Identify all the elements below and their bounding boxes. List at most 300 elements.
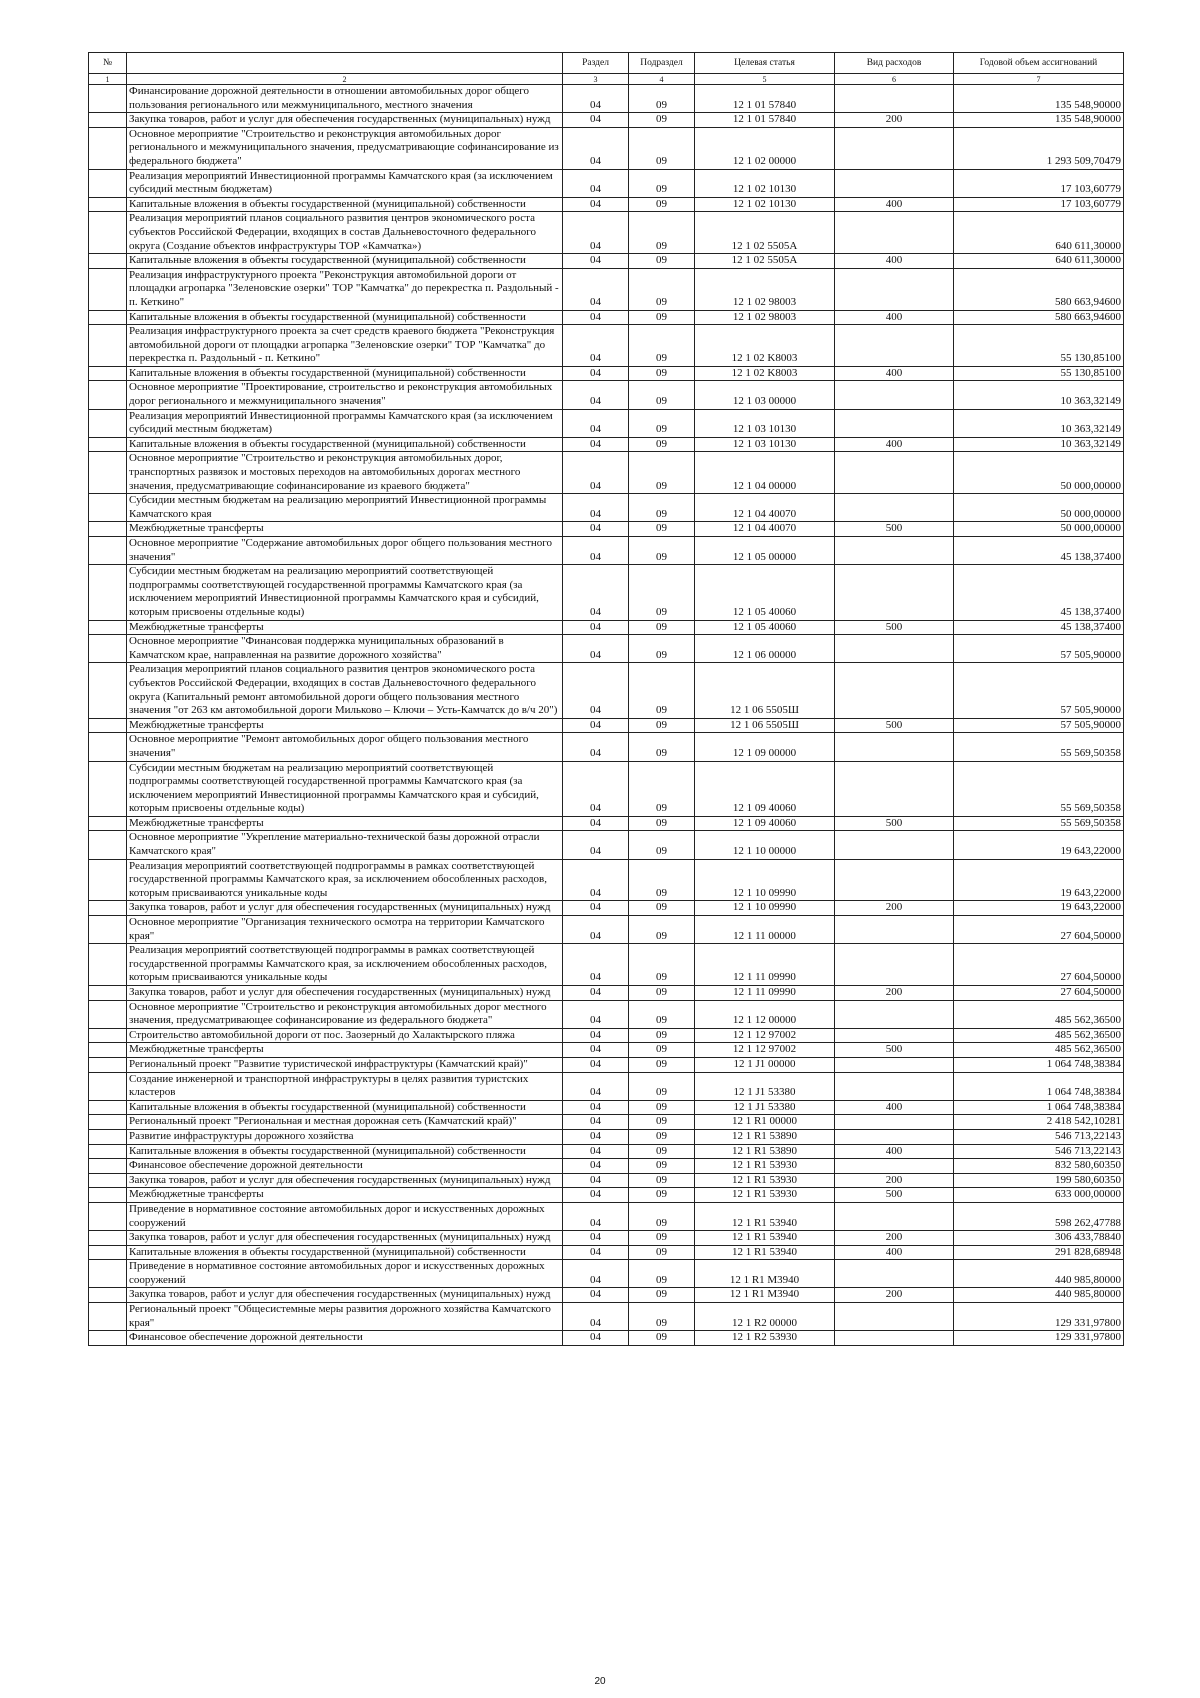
subsection-code-cell: 09 [629, 1331, 695, 1346]
table-row [89, 859, 1124, 901]
expense-type-cell: 400 [835, 1100, 954, 1115]
expense-type-cell: 400 [835, 197, 954, 212]
expense-type-cell [835, 1159, 954, 1174]
expense-type-cell: 200 [835, 901, 954, 916]
section-code-cell: 04 [563, 1115, 629, 1130]
expense-type-cell [835, 1115, 954, 1130]
target-article-cell: 12 1 02 10130 [695, 197, 835, 212]
annual-volume-cell: 199 580,60350 [954, 1173, 1124, 1188]
item-name-cell: Создание инженерной и транспортной инфраструктуры в целях развития туристских кластеров [127, 1072, 563, 1100]
table-row [89, 268, 1124, 310]
annual-volume-cell: 2 418 542,10281 [954, 1115, 1124, 1130]
target-article-cell: 12 1 R1 M3940 [695, 1260, 835, 1288]
table-row [89, 831, 1124, 859]
subsection-code-cell: 09 [629, 1144, 695, 1159]
annual-volume-cell: 27 604,50000 [954, 916, 1124, 944]
subsection-code-cell: 09 [629, 522, 695, 537]
budget-table [88, 52, 1124, 1346]
annual-volume-cell: 45 138,37400 [954, 565, 1124, 620]
annual-volume-cell: 129 331,97800 [954, 1303, 1124, 1331]
subsection-code-cell: 09 [629, 1028, 695, 1043]
item-name-cell: Региональный проект "Региональная и местная дорожная сеть (Камчатский край)" [127, 1115, 563, 1130]
section-code-cell: 04 [563, 452, 629, 494]
table-row [89, 437, 1124, 452]
target-article-cell: 12 1 04 00000 [695, 452, 835, 494]
table-row [89, 620, 1124, 635]
column-number: 6 [835, 74, 954, 85]
row-number-cell [89, 1000, 127, 1028]
table-row [89, 169, 1124, 197]
table-row [89, 537, 1124, 565]
target-article-cell: 12 1 02 5505А [695, 212, 835, 254]
row-number-cell [89, 366, 127, 381]
row-number-cell [89, 1057, 127, 1072]
table-row [89, 1129, 1124, 1144]
row-number-cell [89, 437, 127, 452]
target-article-cell: 12 1 06 00000 [695, 635, 835, 663]
section-code-cell: 04 [563, 1043, 629, 1058]
item-name-cell: Основное мероприятие "Строительство и реконструкция автомобильных дорог, транспортных развязок и мостовых переходов на автомобильных дорогах местного значения, предусматривающие софинансирование из краевого бюджета" [127, 452, 563, 494]
row-number-cell [89, 944, 127, 986]
subsection-code-cell: 09 [629, 831, 695, 859]
annual-volume-cell: 440 985,80000 [954, 1288, 1124, 1303]
subsection-code-cell: 09 [629, 1260, 695, 1288]
subsection-code-cell: 09 [629, 718, 695, 733]
expense-type-cell: 200 [835, 986, 954, 1001]
annual-volume-cell: 17 103,60779 [954, 197, 1124, 212]
section-code-cell: 04 [563, 635, 629, 663]
annual-volume-cell: 546 713,22143 [954, 1144, 1124, 1159]
item-name-cell: Капитальные вложения в объекты государственной (муниципальной) собственности [127, 1144, 563, 1159]
item-name-cell: Основное мероприятие "Содержание автомобильных дорог общего пользования местного значения" [127, 537, 563, 565]
table-row [89, 1000, 1124, 1028]
section-code-cell: 04 [563, 986, 629, 1001]
item-name-cell: Межбюджетные трансферты [127, 718, 563, 733]
expense-type-cell [835, 169, 954, 197]
row-number-cell [89, 718, 127, 733]
item-name-cell: Капитальные вложения в объекты государственной (муниципальной) собственности [127, 437, 563, 452]
annual-volume-cell: 832 580,60350 [954, 1159, 1124, 1174]
item-name-cell: Закупка товаров, работ и услуг для обеспечения государственных (муниципальных) нужд [127, 1173, 563, 1188]
row-number-cell [89, 816, 127, 831]
target-article-cell: 12 1 11 00000 [695, 916, 835, 944]
annual-volume-cell: 55 569,50358 [954, 761, 1124, 816]
expense-type-cell: 400 [835, 437, 954, 452]
target-article-cell: 12 1 01 57840 [695, 85, 835, 113]
row-number-cell [89, 254, 127, 269]
row-number-cell [89, 268, 127, 310]
target-article-cell: 12 1 11 09990 [695, 986, 835, 1001]
target-article-cell: 12 1 05 40060 [695, 620, 835, 635]
target-article-cell: 12 1 02 10130 [695, 169, 835, 197]
subsection-code-cell: 09 [629, 452, 695, 494]
header-target-article: Целевая статья [695, 53, 835, 74]
annual-volume-cell: 19 643,22000 [954, 831, 1124, 859]
item-name-cell: Основное мероприятие "Финансовая поддержка муниципальных образований в Камчатском крае, направленная на развитие дорожного хозяйства" [127, 635, 563, 663]
subsection-code-cell: 09 [629, 916, 695, 944]
row-number-cell [89, 537, 127, 565]
table-row [89, 1331, 1124, 1346]
row-number-cell [89, 494, 127, 522]
subsection-code-cell: 09 [629, 85, 695, 113]
expense-type-cell [835, 537, 954, 565]
target-article-cell: 12 1 R1 M3940 [695, 1288, 835, 1303]
header-subsection: Подраздел [629, 53, 695, 74]
annual-volume-cell: 580 663,94600 [954, 310, 1124, 325]
annual-volume-cell: 57 505,90000 [954, 663, 1124, 718]
item-name-cell: Межбюджетные трансферты [127, 1188, 563, 1203]
target-article-cell: 12 1 02 K8003 [695, 366, 835, 381]
item-name-cell: Реализация мероприятий Инвестиционной программы Камчатского края (за исключением субсидий местным бюджетам) [127, 169, 563, 197]
target-article-cell: 12 1 05 00000 [695, 537, 835, 565]
subsection-code-cell: 09 [629, 113, 695, 128]
header-no: № [89, 53, 127, 74]
subsection-code-cell: 09 [629, 1057, 695, 1072]
target-article-cell: 12 1 J1 00000 [695, 1057, 835, 1072]
expense-type-cell [835, 1129, 954, 1144]
table-row [89, 986, 1124, 1001]
expense-type-cell [835, 1000, 954, 1028]
expense-type-cell [835, 1303, 954, 1331]
target-article-cell: 12 1 05 40060 [695, 565, 835, 620]
section-code-cell: 04 [563, 268, 629, 310]
row-number-cell [89, 1331, 127, 1346]
item-name-cell: Основное мероприятие "Строительство и реконструкция автомобильных дорог регионального и межмуниципального значения, предусматривающие софинансирование из федерального бюджета" [127, 127, 563, 169]
expense-type-cell [835, 733, 954, 761]
expense-type-cell [835, 663, 954, 718]
item-name-cell: Капитальные вложения в объекты государственной (муниципальной) собственности [127, 310, 563, 325]
target-article-cell: 12 1 02 K8003 [695, 325, 835, 367]
subsection-code-cell: 09 [629, 254, 695, 269]
row-number-cell [89, 901, 127, 916]
subsection-code-cell: 09 [629, 733, 695, 761]
annual-volume-cell: 135 548,90000 [954, 85, 1124, 113]
expense-type-cell [835, 761, 954, 816]
annual-volume-cell: 19 643,22000 [954, 859, 1124, 901]
section-code-cell: 04 [563, 1000, 629, 1028]
annual-volume-cell: 50 000,00000 [954, 522, 1124, 537]
row-number-cell [89, 733, 127, 761]
target-article-cell: 12 1 09 40060 [695, 816, 835, 831]
table-row [89, 1057, 1124, 1072]
subsection-code-cell: 09 [629, 663, 695, 718]
row-number-cell [89, 212, 127, 254]
annual-volume-cell: 580 663,94600 [954, 268, 1124, 310]
annual-volume-cell: 1 064 748,38384 [954, 1100, 1124, 1115]
table-row [89, 494, 1124, 522]
section-code-cell: 04 [563, 1331, 629, 1346]
expense-type-cell: 400 [835, 366, 954, 381]
section-code-cell: 04 [563, 85, 629, 113]
expense-type-cell: 500 [835, 718, 954, 733]
row-number-cell [89, 859, 127, 901]
table-row [89, 452, 1124, 494]
expense-type-cell: 500 [835, 620, 954, 635]
section-code-cell: 04 [563, 212, 629, 254]
expense-type-cell [835, 452, 954, 494]
row-number-cell [89, 1202, 127, 1230]
target-article-cell: 12 1 03 10130 [695, 437, 835, 452]
section-code-cell: 04 [563, 944, 629, 986]
subsection-code-cell: 09 [629, 635, 695, 663]
table-row [89, 1144, 1124, 1159]
item-name-cell: Приведение в нормативное состояние автомобильных дорог и искусственных дорожных сооружений [127, 1260, 563, 1288]
section-code-cell: 04 [563, 522, 629, 537]
subsection-code-cell: 09 [629, 1288, 695, 1303]
subsection-code-cell: 09 [629, 1115, 695, 1130]
annual-volume-cell: 1 293 509,70479 [954, 127, 1124, 169]
table-row [89, 197, 1124, 212]
subsection-code-cell: 09 [629, 859, 695, 901]
table-row [89, 733, 1124, 761]
item-name-cell: Капитальные вложения в объекты государственной (муниципальной) собственности [127, 366, 563, 381]
page-number: 20 [594, 1676, 606, 1687]
row-number-cell [89, 986, 127, 1001]
expense-type-cell [835, 381, 954, 409]
subsection-code-cell: 09 [629, 620, 695, 635]
row-number-cell [89, 1245, 127, 1260]
item-name-cell: Субсидии местным бюджетам на реализацию мероприятий соответствующей подпрограммы соответствующей государственной программы Камчатского края (за исключением мероприятий Инвестиционной программы Камчатского края и субсидий, которым присвоены отдельные коды) [127, 761, 563, 816]
item-name-cell: Закупка товаров, работ и услуг для обеспечения государственных (муниципальных) нужд [127, 986, 563, 1001]
annual-volume-cell: 1 064 748,38384 [954, 1072, 1124, 1100]
subsection-code-cell: 09 [629, 761, 695, 816]
subsection-code-cell: 09 [629, 986, 695, 1001]
expense-type-cell [835, 1072, 954, 1100]
section-code-cell: 04 [563, 1245, 629, 1260]
subsection-code-cell: 09 [629, 944, 695, 986]
table-row [89, 113, 1124, 128]
annual-volume-cell: 135 548,90000 [954, 113, 1124, 128]
item-name-cell: Капитальные вложения в объекты государственной (муниципальной) собственности [127, 254, 563, 269]
expense-type-cell: 200 [835, 1231, 954, 1246]
subsection-code-cell: 09 [629, 1173, 695, 1188]
table-body [89, 85, 1124, 1346]
column-number: 5 [695, 74, 835, 85]
table-row [89, 1303, 1124, 1331]
expense-type-cell [835, 127, 954, 169]
target-article-cell: 12 1 03 00000 [695, 381, 835, 409]
subsection-code-cell: 09 [629, 816, 695, 831]
item-name-cell: Капитальные вложения в объекты государственной (муниципальной) собственности [127, 1245, 563, 1260]
expense-type-cell: 500 [835, 1188, 954, 1203]
item-name-cell: Капитальные вложения в объекты государственной (муниципальной) собственности [127, 197, 563, 212]
annual-volume-cell: 485 562,36500 [954, 1000, 1124, 1028]
table-row [89, 1188, 1124, 1203]
item-name-cell: Закупка товаров, работ и услуг для обеспечения государственных (муниципальных) нужд [127, 113, 563, 128]
table-row [89, 366, 1124, 381]
expense-type-cell [835, 85, 954, 113]
row-number-cell [89, 916, 127, 944]
annual-volume-cell: 485 562,36500 [954, 1028, 1124, 1043]
row-number-cell [89, 409, 127, 437]
annual-volume-cell: 1 064 748,38384 [954, 1057, 1124, 1072]
section-code-cell: 04 [563, 1159, 629, 1174]
target-article-cell: 12 1 06 5505Ш [695, 663, 835, 718]
target-article-cell: 12 1 12 97002 [695, 1043, 835, 1058]
section-code-cell: 04 [563, 310, 629, 325]
annual-volume-cell: 19 643,22000 [954, 901, 1124, 916]
item-name-cell: Строительство автомобильной дороги от пос. Заозерный до Халактырского пляжа [127, 1028, 563, 1043]
table-header-row [89, 53, 1124, 74]
target-article-cell: 12 1 J1 53380 [695, 1072, 835, 1100]
row-number-cell [89, 1260, 127, 1288]
expense-type-cell: 400 [835, 254, 954, 269]
target-article-cell: 12 1 06 5505Ш [695, 718, 835, 733]
target-article-cell: 12 1 10 00000 [695, 831, 835, 859]
item-name-cell: Основное мероприятие "Проектирование, строительство и реконструкция автомобильных дорог регионального и межмуниципального значения" [127, 381, 563, 409]
section-code-cell: 04 [563, 733, 629, 761]
subsection-code-cell: 09 [629, 1303, 695, 1331]
target-article-cell: 12 1 04 40070 [695, 522, 835, 537]
section-code-cell: 04 [563, 381, 629, 409]
row-number-cell [89, 1231, 127, 1246]
expense-type-cell: 500 [835, 816, 954, 831]
item-name-cell: Межбюджетные трансферты [127, 522, 563, 537]
section-code-cell: 04 [563, 1188, 629, 1203]
item-name-cell: Реализация мероприятий планов социального развития центров экономического роста субъектов Российской Федерации, входящих в состав Дальневосточного федерального округа (Создание объектов инфраструктуры ТОР «Камчатка») [127, 212, 563, 254]
section-code-cell: 04 [563, 718, 629, 733]
subsection-code-cell: 09 [629, 1100, 695, 1115]
subsection-code-cell: 09 [629, 1000, 695, 1028]
item-name-cell: Субсидии местным бюджетам на реализацию мероприятий соответствующей подпрограммы соответствующей государственной программы Камчатского края (за исключением мероприятий Инвестиционной программы Камчатского края и субсидий, которым присвоены отдельные коды) [127, 565, 563, 620]
table-row [89, 663, 1124, 718]
section-code-cell: 04 [563, 565, 629, 620]
subsection-code-cell: 09 [629, 409, 695, 437]
subsection-code-cell: 09 [629, 197, 695, 212]
table-row [89, 254, 1124, 269]
expense-type-cell: 200 [835, 113, 954, 128]
target-article-cell: 12 1 R1 53940 [695, 1245, 835, 1260]
annual-volume-cell: 27 604,50000 [954, 944, 1124, 986]
target-article-cell: 12 1 R1 53930 [695, 1173, 835, 1188]
row-number-cell [89, 113, 127, 128]
table-row [89, 381, 1124, 409]
expense-type-cell [835, 1202, 954, 1230]
expense-type-cell [835, 1260, 954, 1288]
column-number: 2 [127, 74, 563, 85]
expense-type-cell [835, 212, 954, 254]
item-name-cell: Развитие инфраструктуры дорожного хозяйства [127, 1129, 563, 1144]
section-code-cell: 04 [563, 916, 629, 944]
item-name-cell: Финансовое обеспечение дорожной деятельности [127, 1159, 563, 1174]
target-article-cell: 12 1 04 40070 [695, 494, 835, 522]
row-number-cell [89, 620, 127, 635]
row-number-cell [89, 831, 127, 859]
section-code-cell: 04 [563, 1288, 629, 1303]
annual-volume-cell: 45 138,37400 [954, 537, 1124, 565]
expense-type-cell: 200 [835, 1173, 954, 1188]
expense-type-cell [835, 1028, 954, 1043]
section-code-cell: 04 [563, 1202, 629, 1230]
column-number: 1 [89, 74, 127, 85]
column-number: 7 [954, 74, 1124, 85]
header-section: Раздел [563, 53, 629, 74]
subsection-code-cell: 09 [629, 1072, 695, 1100]
annual-volume-cell: 50 000,00000 [954, 494, 1124, 522]
row-number-cell [89, 1288, 127, 1303]
annual-volume-cell: 50 000,00000 [954, 452, 1124, 494]
annual-volume-cell: 129 331,97800 [954, 1331, 1124, 1346]
row-number-cell [89, 1129, 127, 1144]
item-name-cell: Основное мероприятие "Организация технического осмотра на территории Камчатского края" [127, 916, 563, 944]
subsection-code-cell: 09 [629, 537, 695, 565]
item-name-cell: Основное мероприятие "Ремонт автомобильных дорог общего пользования местного значения" [127, 733, 563, 761]
annual-volume-cell: 55 130,85100 [954, 366, 1124, 381]
expense-type-cell: 500 [835, 522, 954, 537]
column-number: 4 [629, 74, 695, 85]
annual-volume-cell: 55 569,50358 [954, 733, 1124, 761]
target-article-cell: 12 1 R1 53930 [695, 1188, 835, 1203]
subsection-code-cell: 09 [629, 268, 695, 310]
row-number-cell [89, 325, 127, 367]
section-code-cell: 04 [563, 197, 629, 212]
row-number-cell [89, 169, 127, 197]
section-code-cell: 04 [563, 537, 629, 565]
item-name-cell: Субсидии местным бюджетам на реализацию мероприятий Инвестиционной программы Камчатского края [127, 494, 563, 522]
section-code-cell: 04 [563, 761, 629, 816]
item-name-cell: Региональный проект "Развитие туристической инфраструктуры (Камчатский край)" [127, 1057, 563, 1072]
table-row [89, 565, 1124, 620]
target-article-cell: 12 1 02 98003 [695, 310, 835, 325]
item-name-cell: Основное мероприятие "Укрепление материально-технической базы дорожной отрасли Камчатского края" [127, 831, 563, 859]
target-article-cell: 12 1 R1 53940 [695, 1202, 835, 1230]
target-article-cell: 12 1 12 00000 [695, 1000, 835, 1028]
section-code-cell: 04 [563, 1057, 629, 1072]
table-row [89, 816, 1124, 831]
annual-volume-cell: 57 505,90000 [954, 635, 1124, 663]
expense-type-cell [835, 1057, 954, 1072]
target-article-cell: 12 1 J1 53380 [695, 1100, 835, 1115]
table-row [89, 901, 1124, 916]
table-row [89, 212, 1124, 254]
expense-type-cell [835, 831, 954, 859]
annual-volume-cell: 57 505,90000 [954, 718, 1124, 733]
section-code-cell: 04 [563, 1303, 629, 1331]
expense-type-cell [835, 268, 954, 310]
expense-type-cell: 400 [835, 310, 954, 325]
table-row [89, 85, 1124, 113]
table-row [89, 1028, 1124, 1043]
table-row [89, 1288, 1124, 1303]
target-article-cell: 12 1 R1 00000 [695, 1115, 835, 1130]
subsection-code-cell: 09 [629, 1202, 695, 1230]
item-name-cell: Межбюджетные трансферты [127, 1043, 563, 1058]
row-number-cell [89, 1115, 127, 1130]
section-code-cell: 04 [563, 127, 629, 169]
annual-volume-cell: 10 363,32149 [954, 437, 1124, 452]
expense-type-cell [835, 565, 954, 620]
header-name [127, 53, 563, 74]
subsection-code-cell: 09 [629, 381, 695, 409]
row-number-cell [89, 1173, 127, 1188]
target-article-cell: 12 1 09 00000 [695, 733, 835, 761]
item-name-cell: Закупка товаров, работ и услуг для обеспечения государственных (муниципальных) нужд [127, 1288, 563, 1303]
target-article-cell: 12 1 R1 53890 [695, 1144, 835, 1159]
annual-volume-cell: 485 562,36500 [954, 1043, 1124, 1058]
row-number-cell [89, 452, 127, 494]
row-number-cell [89, 197, 127, 212]
target-article-cell: 12 1 12 97002 [695, 1028, 835, 1043]
section-code-cell: 04 [563, 1260, 629, 1288]
header-annual-volume: Годовой объем ассигнований [954, 53, 1124, 74]
item-name-cell: Реализация мероприятий планов социального развития центров экономического роста субъектов Российской Федерации, входящих в состав Дальневосточного федерального округа (Капитальный ремонт автомобильной дороги общего пользования местного значения "от 263 км автомобильной дороги Мильково – Ключи – Усть-Камчатск до в/ч 20") [127, 663, 563, 718]
subsection-code-cell: 09 [629, 1245, 695, 1260]
section-code-cell: 04 [563, 831, 629, 859]
table-row [89, 127, 1124, 169]
section-code-cell: 04 [563, 901, 629, 916]
row-number-cell [89, 1043, 127, 1058]
row-number-cell [89, 1072, 127, 1100]
